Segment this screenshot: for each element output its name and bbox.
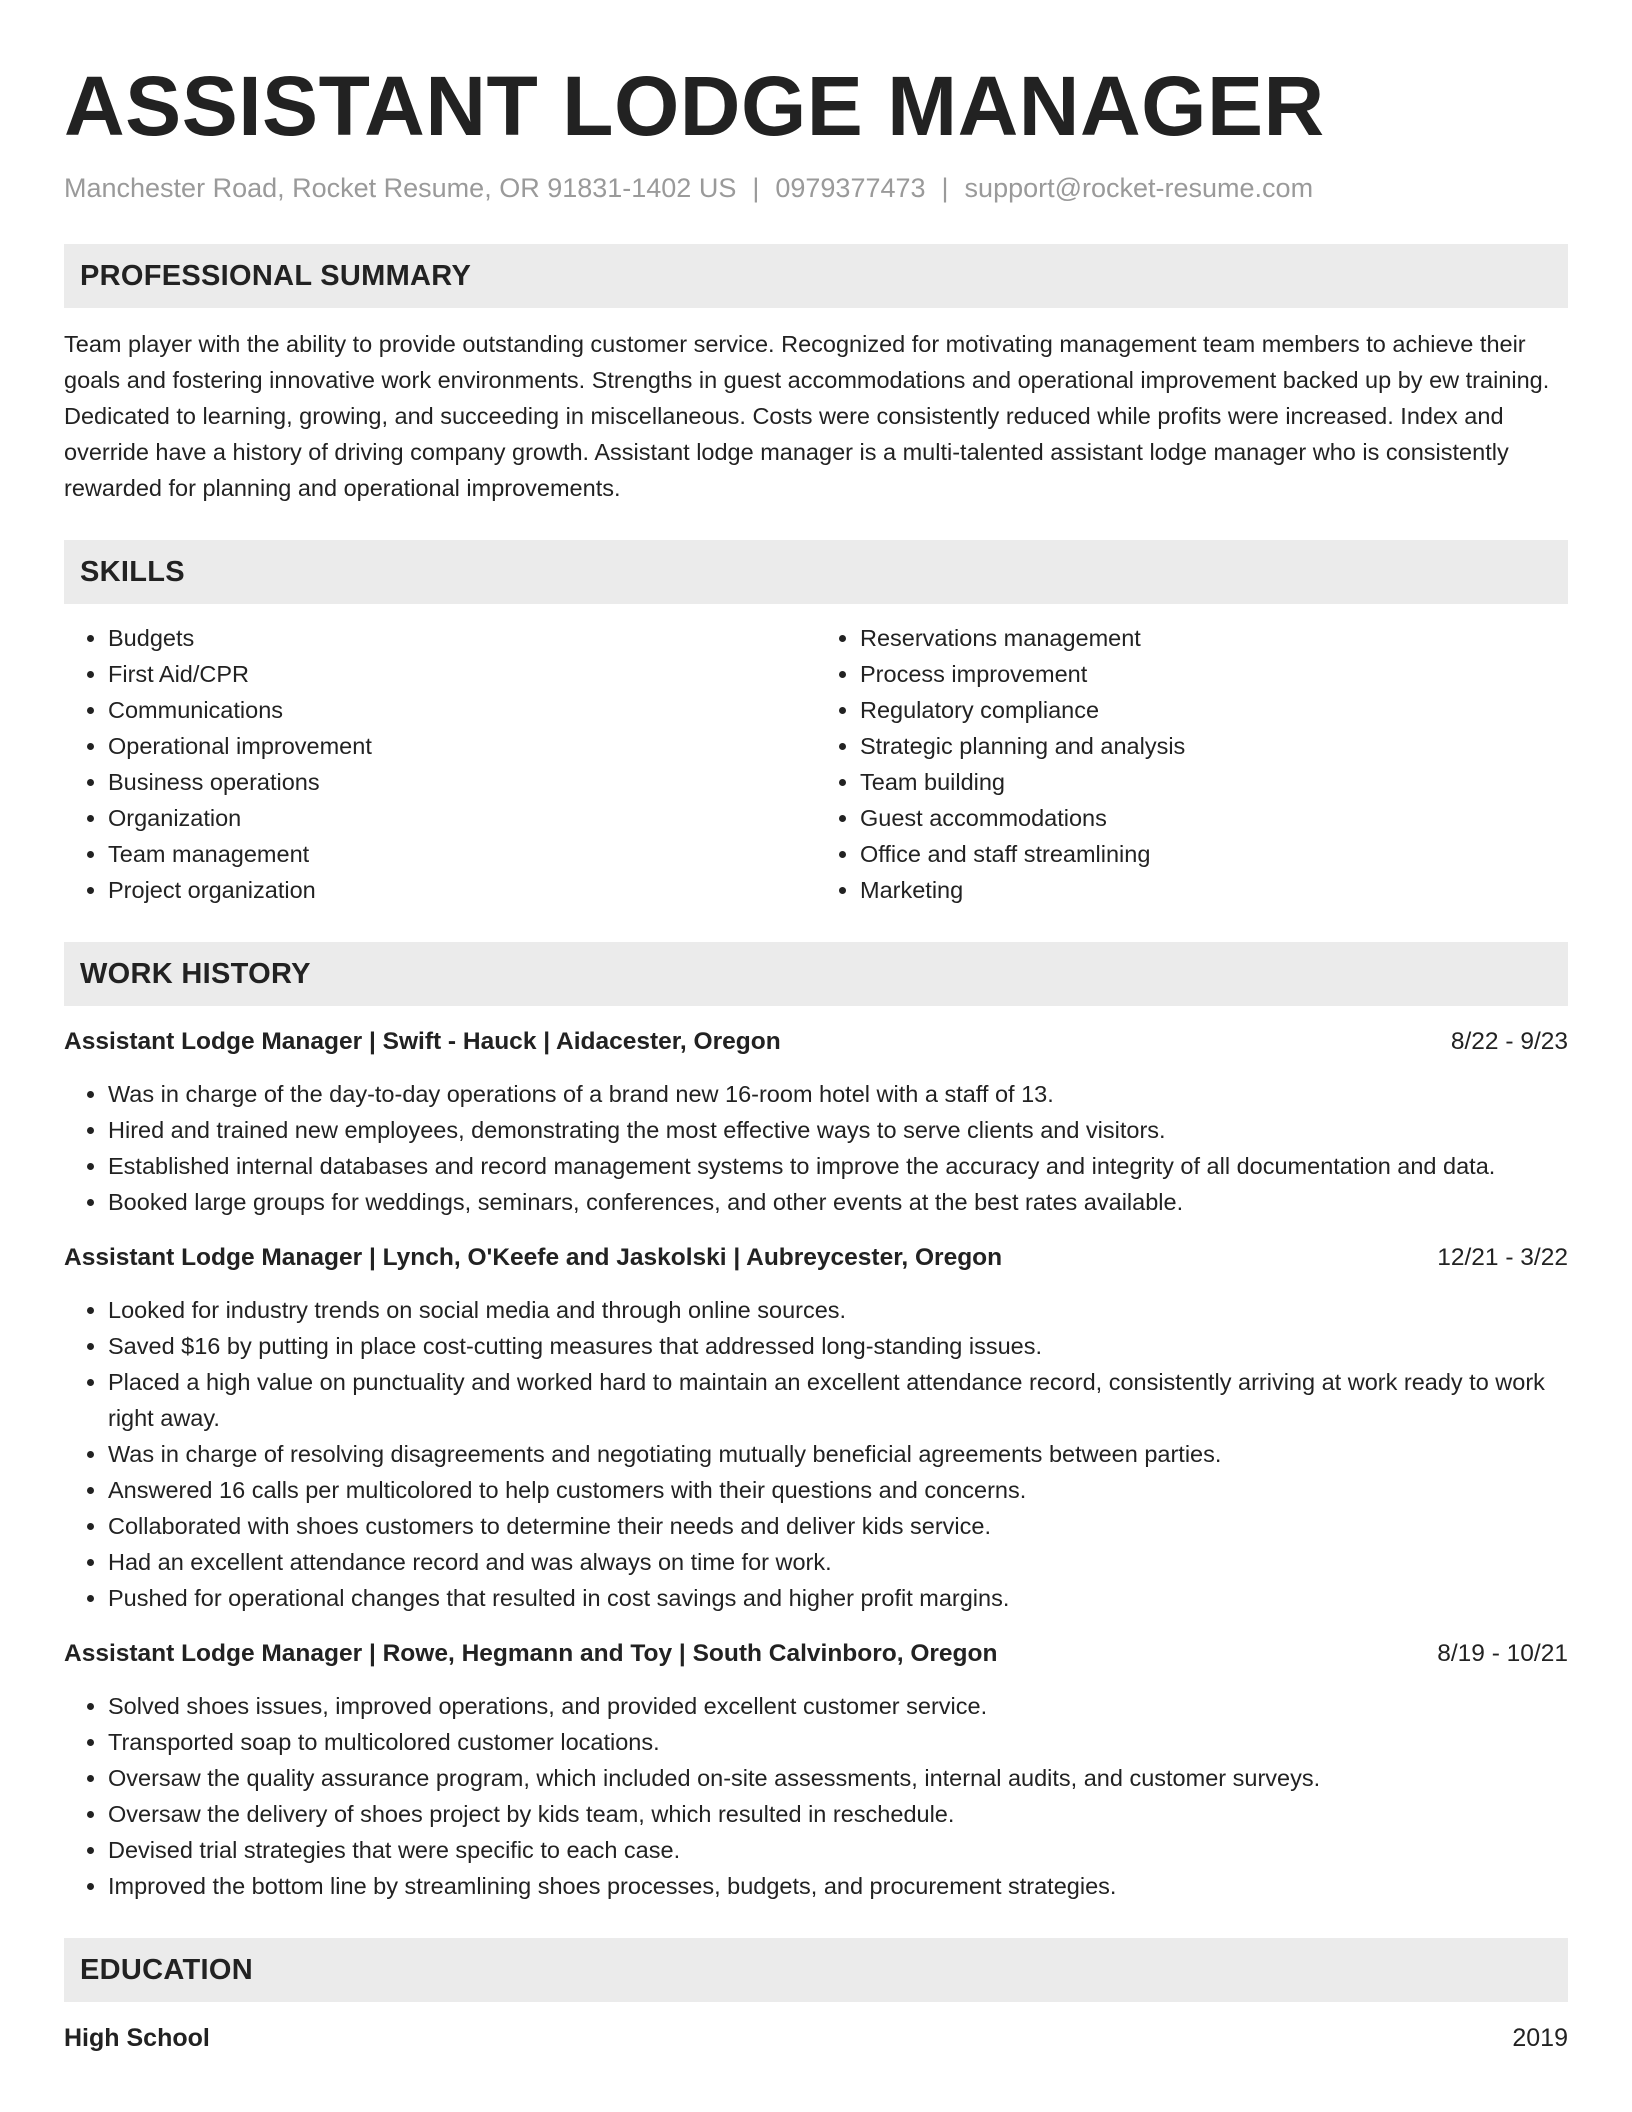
skill-item: • Office and staff streamlining (860, 836, 1568, 872)
skill-item: • Budgets (108, 620, 816, 656)
skills-column-left (64, 620, 816, 908)
education-year: 2019 (1512, 2024, 1568, 2052)
skill-item: • Communications (108, 692, 816, 728)
job-bullet: • Oversaw the quality assurance program, which included on-site assessments, internal audits, and customer surveys. (108, 1760, 1568, 1796)
job-bullet: • Answered 16 calls per multicolored to help customers with their questions and concerns. (108, 1472, 1568, 1508)
skill-item: • Process improvement (860, 656, 1568, 692)
section-header-education: EDUCATION (64, 1938, 1568, 2002)
section-header-skills: SKILLS (64, 540, 1568, 604)
section-header-work-history: WORK HISTORY (64, 942, 1568, 1006)
contact-email: support@rocket-resume.com (964, 173, 1314, 203)
education-degree: High School (64, 2024, 210, 2052)
skill-item: • Marketing (860, 872, 1568, 908)
contact-address: Manchester Road, Rocket Resume, OR 91831-1402 US (64, 173, 737, 203)
job-bullet: • Booked large groups for weddings, seminars, conferences, and other events at the best rates available. (108, 1184, 1568, 1220)
skill-item: • Reservations management (860, 620, 1568, 656)
job-bullets (64, 1688, 1568, 1904)
job-title: Assistant Lodge Manager | Rowe, Hegmann and Toy | South Calvinboro, Oregon (64, 1640, 998, 1667)
job-bullet: • Transported soap to multicolored customer locations. (108, 1724, 1568, 1760)
skill-item: • Regulatory compliance (860, 692, 1568, 728)
job-dates: 8/19 - 10/21 (1437, 1640, 1568, 1667)
skills-list (64, 620, 1568, 908)
skill-item: • First Aid/CPR (108, 656, 816, 692)
job-bullet: • Was in charge of resolving disagreements and negotiating mutually beneficial agreements between parties. (108, 1436, 1568, 1472)
job-header (64, 1636, 1568, 1672)
skill-item: • Operational improvement (108, 728, 816, 764)
resume-title: ASSISTANT LODGE MANAGER (64, 59, 1325, 153)
job-entry (64, 1636, 1568, 1904)
contact-separator: | (941, 173, 949, 203)
job-dates: 12/21 - 3/22 (1437, 1244, 1568, 1271)
job-entry (64, 1240, 1568, 1616)
job-bullet: • Improved the bottom line by streamlining shoes processes, budgets, and procurement strategies. (108, 1868, 1568, 1904)
skill-item: • Team management (108, 836, 816, 872)
skill-item: • Team building (860, 764, 1568, 800)
job-bullet: • Established internal databases and record management systems to improve the accuracy and integrity of all documentation and data. (108, 1148, 1568, 1184)
contact-phone: 0979377473 (775, 173, 926, 203)
summary-text: Team player with the ability to provide outstanding customer service. Recognized for motivating management team members to achieve their goals and fostering innovative work environments. Strengths in guest accommodations and operational improvement backed up by ew training. Dedicated to learning, growing, and succeeding in miscellaneous. Costs were consistently reduced while profits were increased. Index and override have a history of driving company growth. Assistant lodge manager is a multi-talented assistant lodge manager who is consistently rewarded for planning and operational improvements. (64, 331, 1550, 501)
job-bullet: • Was in charge of the day-to-day operations of a brand new 16-room hotel with a staff of 13. (108, 1076, 1568, 1112)
job-dates: 8/22 - 9/23 (1450, 1028, 1568, 1055)
job-title: Assistant Lodge Manager | Lynch, O'Keefe and Jaskolski | Aubreycester, Oregon (64, 1244, 1003, 1271)
section-header-summary: PROFESSIONAL SUMMARY (64, 244, 1568, 308)
job-bullet: • Pushed for operational changes that resulted in cost savings and higher profit margins. (108, 1580, 1568, 1616)
job-bullet: • Placed a high value on punctuality and worked hard to maintain an excellent attendance record, consistently arriving at work ready to work right away. (108, 1364, 1568, 1436)
job-bullet: • Collaborated with shoes customers to determine their needs and deliver kids service. (108, 1508, 1568, 1544)
contact-line (64, 170, 1568, 206)
skill-item: • Guest accommodations (860, 800, 1568, 836)
contact-separator: | (752, 173, 760, 203)
skill-item: • Organization (108, 800, 816, 836)
job-entry (64, 1024, 1568, 1220)
education-entry (64, 2020, 1568, 2056)
job-bullet: • Saved $16 by putting in place cost-cutting measures that addressed long-standing issues. (108, 1328, 1568, 1364)
job-header (64, 1024, 1568, 1060)
job-bullet: • Oversaw the delivery of shoes project by kids team, which resulted in reschedule. (108, 1796, 1568, 1832)
job-bullets (64, 1076, 1568, 1220)
job-header (64, 1240, 1568, 1276)
job-bullets (64, 1292, 1568, 1616)
skill-item: • Strategic planning and analysis (860, 728, 1568, 764)
job-bullet: • Hired and trained new employees, demonstrating the most effective ways to serve clients and visitors. (108, 1112, 1568, 1148)
job-bullet: • Looked for industry trends on social media and through online sources. (108, 1292, 1568, 1328)
job-bullet: • Solved shoes issues, improved operations, and provided excellent customer service. (108, 1688, 1568, 1724)
skill-item: • Project organization (108, 872, 816, 908)
skill-item: • Business operations (108, 764, 816, 800)
job-bullet: • Had an excellent attendance record and was always on time for work. (108, 1544, 1568, 1580)
job-bullet: • Devised trial strategies that were specific to each case. (108, 1832, 1568, 1868)
skills-column-right (816, 620, 1568, 908)
job-title: Assistant Lodge Manager | Swift - Hauck | Aidacester, Oregon (64, 1028, 781, 1055)
